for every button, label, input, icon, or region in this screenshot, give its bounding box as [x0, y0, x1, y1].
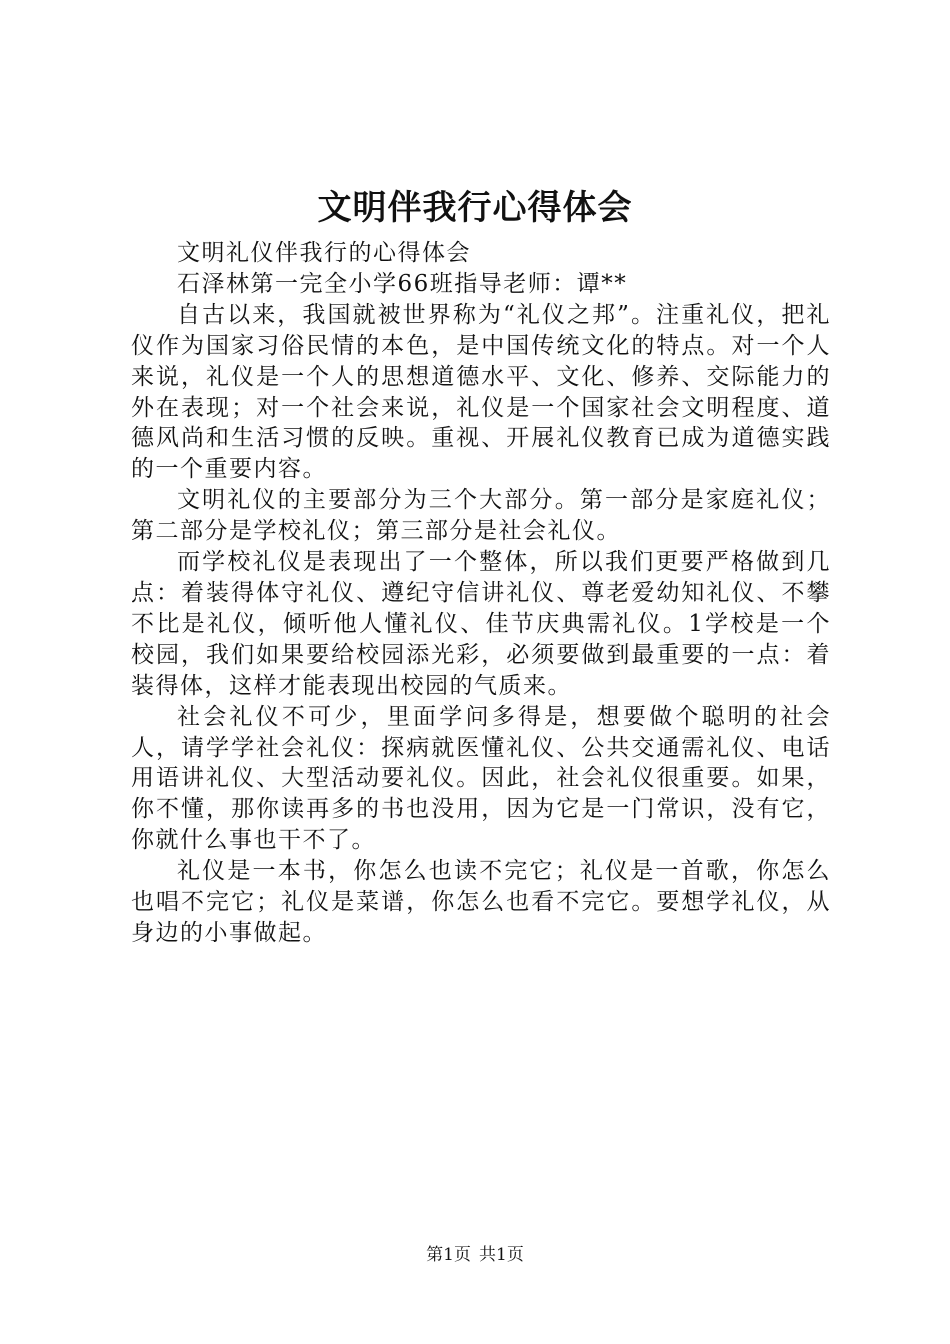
body-paragraph: 自古以来，我国就被世界称为“礼仪之邦”。注重礼仪，把礼仪作为国家习俗民情的本色，是中国传统文化的特点。对一个人来说，礼仪是一个人的思想道德水平、文化、修养、交际能力的外在表现；对一个社会来说，礼仪是一个国家社会文明程度、道德风尚和生活习惯的反映。重视、开展礼仪教育已成为道德实践的一个重要内容。 — [131, 301, 831, 483]
author-paragraph: 石泽林第一完全小学66班指导老师：谭** — [177, 270, 628, 297]
page-number: 第1页 — [426, 1245, 471, 1265]
page-footer — [0, 1243, 950, 1267]
body-paragraph: 文明礼仪的主要部分为三个大部分。第一部分是家庭礼仪；第二部分是学校礼仪；第三部分是社会礼仪。 — [131, 487, 831, 545]
document-body — [131, 238, 831, 949]
subtitle-paragraph: 文明礼仪伴我行的心得体会 — [177, 240, 471, 266]
body-paragraph: 礼仪是一本书，你怎么也读不完它；礼仪是一首歌，你怎么也唱不完它；礼仪是菜谱，你怎么也看不完它。要想学礼仪，从身边的小事做起。 — [131, 858, 831, 946]
document-title: 文明伴我行心得体会 — [317, 188, 633, 228]
body-paragraph: 而学校礼仪是表现出了一个整体，所以我们更要严格做到几点：着装得体守礼仪、遵纪守信讲礼仪、尊老爱幼知礼仪、不攀不比是礼仪，倾听他人懂礼仪、佳节庆典需礼仪。1学校是一个校园，我们如果要给校园添光彩，必须要做到最重要的一点：着装得体，这样才能表现出校园的气质来。 — [131, 549, 831, 699]
page-total: 共1页 — [479, 1245, 524, 1265]
body-paragraph: 社会礼仪不可少，里面学问多得是，想要做个聪明的社会人，请学学社会礼仪：探病就医懂礼仪、公共交通需礼仪、电话用语讲礼仪、大型活动要礼仪。因此，社会礼仪很重要。如果，你不懂，那你读再多的书也没用，因为它是一门常识，没有它，你就什么事也干不了。 — [131, 703, 831, 854]
